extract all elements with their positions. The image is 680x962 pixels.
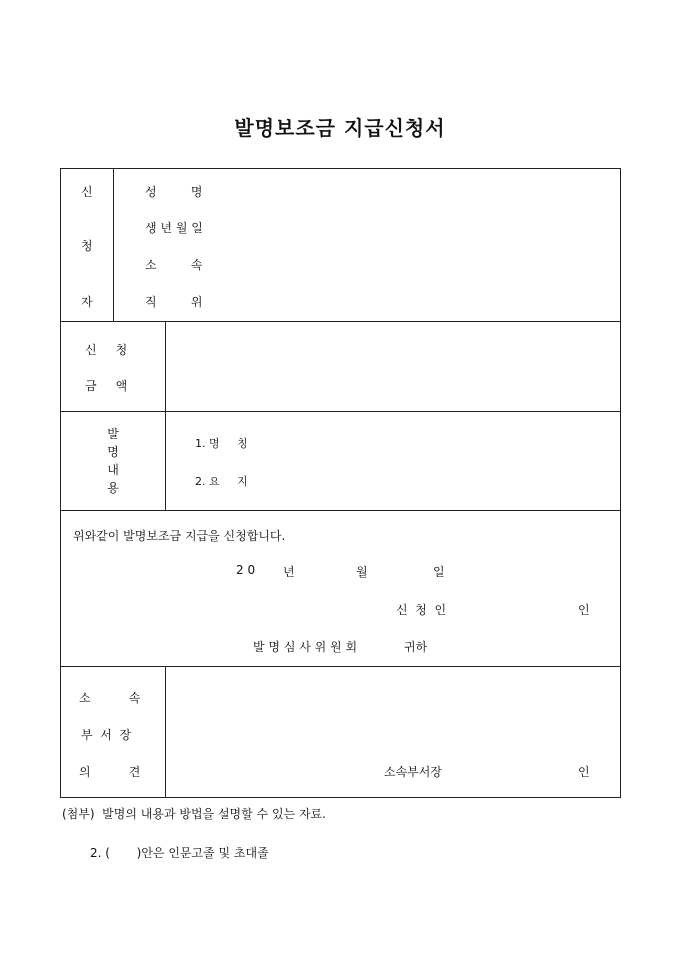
dept-label-line2: 부 서 장 <box>81 728 132 742</box>
applicant-column-divider <box>113 169 114 321</box>
applicant-seal: 인 <box>578 603 590 617</box>
invention-title-item: 1. 명 칭 <box>195 437 248 450</box>
date-day-label: 일 <box>433 565 445 579</box>
applicant-label-ja: 자 <box>81 295 93 309</box>
applicant-label-cheong: 청 <box>81 239 93 253</box>
invention-label-char: 내 <box>107 463 119 477</box>
document-title: 발명보조금 지급신청서 <box>234 116 446 140</box>
footnote-item-2: 2. ( )안은 인문고졸 및 초대졸 <box>90 846 269 860</box>
invention-label-char: 명 <box>107 445 119 459</box>
application-statement: 위와같이 발명보조금 지급을 신청합니다. <box>73 529 286 543</box>
invention-summary-item: 2. 요 지 <box>195 475 248 488</box>
dept-head-signature: 소속부서장 <box>384 765 442 779</box>
invention-label-char: 발 <box>107 427 119 441</box>
dept-column-divider <box>165 666 166 797</box>
attachment-note: (첨부) 발명의 내용과 방법을 설명할 수 있는 자료. <box>62 807 326 821</box>
committee-name: 발 명 심 사 위 원 회 <box>253 640 358 654</box>
amount-label-line1: 신 청 <box>85 343 128 357</box>
applicant-signature-label: 신 청 인 <box>396 603 447 617</box>
date-year-label: 년 <box>283 565 295 579</box>
dept-opinion-area[interactable] <box>167 668 619 748</box>
divider-statement <box>61 666 620 667</box>
addressee-suffix: 귀하 <box>404 640 428 654</box>
divider-invention <box>61 510 620 511</box>
dept-label-line3: 의 견 <box>79 765 141 779</box>
amount-column-divider <box>165 321 166 510</box>
dept-label-line1: 소 속 <box>79 691 141 705</box>
date-month-label: 월 <box>356 565 368 579</box>
birthdate-field-label: 생 년 월 일 <box>145 221 203 235</box>
invention-label-char: 용 <box>107 481 119 495</box>
position-field-label: 직 위 <box>145 295 203 309</box>
amount-value-area[interactable] <box>167 323 619 409</box>
dept-head-seal: 인 <box>578 765 590 779</box>
divider-applicant <box>61 321 620 322</box>
applicant-label-shin: 신 <box>81 185 93 199</box>
affiliation-field-label: 소 속 <box>145 258 203 272</box>
name-field-label: 성 명 <box>145 185 203 199</box>
date-prefix: 2 0 <box>236 563 256 577</box>
amount-label-line2: 금 액 <box>85 379 128 393</box>
invention-label <box>61 425 165 497</box>
divider-amount <box>61 411 620 412</box>
application-form-table <box>60 168 621 798</box>
